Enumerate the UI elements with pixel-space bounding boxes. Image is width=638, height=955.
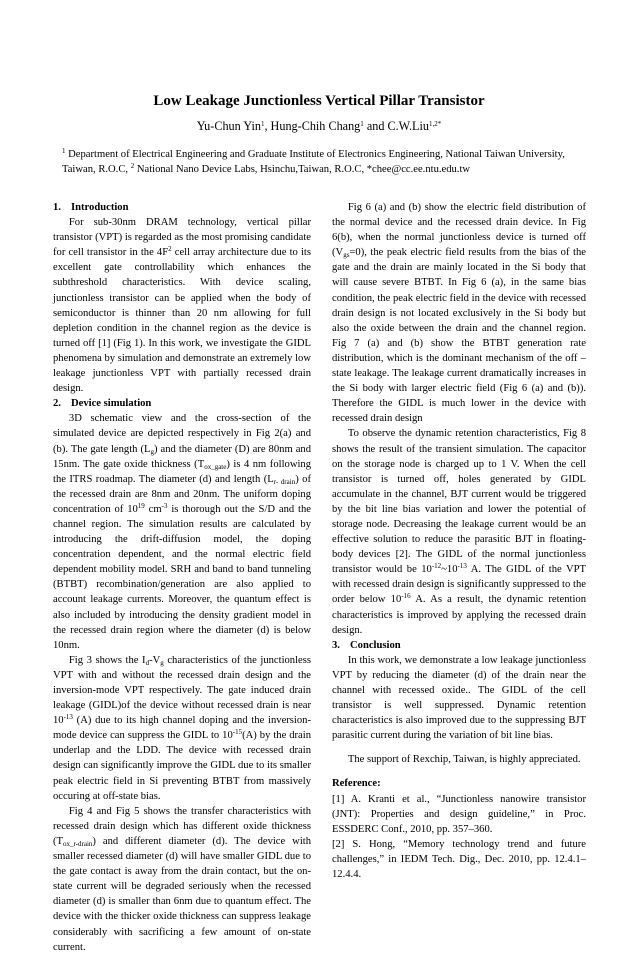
affil-1-mark: 1 [62, 147, 66, 155]
section-heading-device-simulation: 2. Device simulation [53, 398, 152, 410]
acknowledgement: The support of Rexchip, Taiwan, is highly appreciated. [347, 754, 581, 766]
section-heading-introduction: 1. Introduction [53, 202, 129, 213]
author-1: Yu-Chun Yin [196, 119, 261, 133]
references-heading: Reference: [332, 778, 381, 790]
author-2-affil: 1 [360, 120, 364, 128]
simulation-paragraph-5: To observe the dynamic retention characteristics, Fig 8 shows the result of the transient simulation. The capacitor on the storage node is charged up to 1 V. When the cell transistor is turned off, holes generated by GIDL accumulate in the channel, BJT current would be triggered by the bit line bias variation and lower the potential of storage node. Decreasing the leakage current would be an effective solution to reduce the parasitic BJT in floating- body devices [2]. The GIDL of the normal junctionless transistor would be $10^{-12}\sim 10^{-13}$ A. The GIDL of the VPT with recessed drain design is significantly suppressed to the order below $10^{-16}$ A. As a result, the dynamic retention characteristics is improved by applying the recessed drain design. [332, 428, 586, 636]
affil-2-mark: 2 [130, 162, 135, 170]
intro-paragraph: For sub-30nm DRAM technology, vertical pillar transistor (VPT) is regarded as the most promising candidate for cell transistor in the $4F^2$ cell array architecture due to its excellent gate controllability which enhances the subthreshold characteristics. With device scaling, junctionless transistor can be applied when the body of semiconductor is thinner than 20 nm allowing for full depletion condition in the channel region as the device is turned off [1] (Fig 1). In this work, we investigate the GIDL phenomena by simulation and demonstrate an extremely low leakage junctionless VPT with partially recessed drain design. [53, 217, 312, 395]
reference-1: [1] A. Kranti et al., “Junctionless nanowire transistor (JNT): Properties and design guideline,” in Proc. ESSDERC Conf., 2010, pp. 357–360. [332, 793, 586, 835]
affiliations [62, 147, 582, 177]
affil-2-text: National Nano Device Labs, Hsinchu,Taiwan, R.O.C, *chee@cc.ee.ntu.edu.tw [134, 164, 471, 175]
affil-1-text: Department of Electrical Engineering and Graduate Institute of Electronics Engineering, National Taiwan University, Taiwan, R.O.C, [62, 149, 565, 175]
author-1-affil: 1 [260, 120, 265, 128]
simulation-paragraph-4: Fig 6 (a) and (b) show the electric field distribution of the normal device and the recessed drain device. In Fig 6(b), when the normal junctionless device is turned off $(V_{gs}=0)$, the peak electric field results from the bias of the gate and the drain are mainly located in the Si body that will cause severe BTBT. In Fig 6 (a), in the same bias condition, the peak electric field in the device with recessed drain design is not located exclusively in the Si body but also the oxide between the drain and the channel region. Fig 7 (a) and (b) show the BTBT generation rate distribution, which is the dominant mechanism of the off –state leakage. The leakage current dramatically increases in the Si body with larger electric field (Fig 6 (a) and (b)). Therefore the GIDL is much lower in the device with recessed drain design [332, 202, 586, 425]
author-3-affil: 1,2* [429, 120, 442, 128]
conclusion-paragraph: In this work, we demonstrate a low leakage junctionless VPT by reducing the diameter (d) of the drain near the channel with recessed oxide.. The GIDL of the cell transistor is well suppressed. Dynamic retention characteristics is also improved due to the suppressing BJT parasitic current during the variation of bit line bias. [332, 654, 586, 742]
section-heading-conclusion: 3. Conclusion [332, 639, 401, 651]
simulation-paragraph-2: Fig 3 shows the $I_d-V_g$ characteristics of the junctionless VPT with and without the recessed drain design and the inversion-mode VPT respectively. The gate induced drain leakage (GIDL)of the device without recessed drain is near $10^{-13}$ (A) due to its high channel doping and the inversion-mode device can suppress the GIDL to $10^{-15}(A)$ by the drain underlap and the LDD. The device with recessed drain design can significantly improve the GIDL due to its smaller peak electric field in Si preventing BTBT from massively occuring at off-state bias. [53, 654, 311, 802]
right-column [332, 200, 586, 882]
author-3: and C.W.Liu [363, 119, 429, 133]
left-column [53, 200, 311, 955]
author-2: , Hung-Chih Chang [264, 119, 361, 133]
simulation-paragraph-3: Fig 4 and Fig 5 shows the transfer characteristics with recessed drain design which has different oxide thickness $(T_{ox\_r-drain})$ and different diameter (d). The device with smaller recessed diameter (d) will have smaller GIDL due to the gate contact is away from the drain contact, but the on-state current will be degraded seriously when the recessed diameter (d) is smaller than 6nm due to quantum effect. The device with the thicker oxide thickness can suppress leakage considerably with sacrificing a few amount of on-state current. [53, 805, 311, 953]
author-list [0, 118, 638, 134]
paper-title: Low Leakage Junctionless Vertical Pillar Transistor [153, 93, 485, 109]
reference-2: [2] S. Hong, “Memory technology trend and future challenges,” in IEDM Tech. Dig., Dec. 2010, pp. 12.4.1–12.4.4. [332, 838, 586, 881]
simulation-paragraph-1: 3D schematic view and the cross-section of the simulated device are depicted respectively in Fig 2(a) and (b). The gate length $(L_g)$ and the diameter (D) are 80nm and 15nm. The gate oxide thickness $(T_{ox\_gate})$ is 4 nm following the ITRS roadmap. The diameter (d) and length $(L_{r- drain})$ of the recessed drain are 8nm and 20nm. The uniform doping concentration of $10^{19}$ $cm^{-3}$ is thorough out the S/D and the channel region. The simulation results are calculated by introducing the drift-diffusion model, the doping concentration dependent, and the normal electric field dependent mobility model. SRH and band to band tunneling (BTBT) recombination/generation are also applied to account leakage currents. Moreover, the quantum effect is also included by introducing the density gradient model in the recessed drain region where the diameter (d) is below 10nm. [53, 413, 312, 651]
